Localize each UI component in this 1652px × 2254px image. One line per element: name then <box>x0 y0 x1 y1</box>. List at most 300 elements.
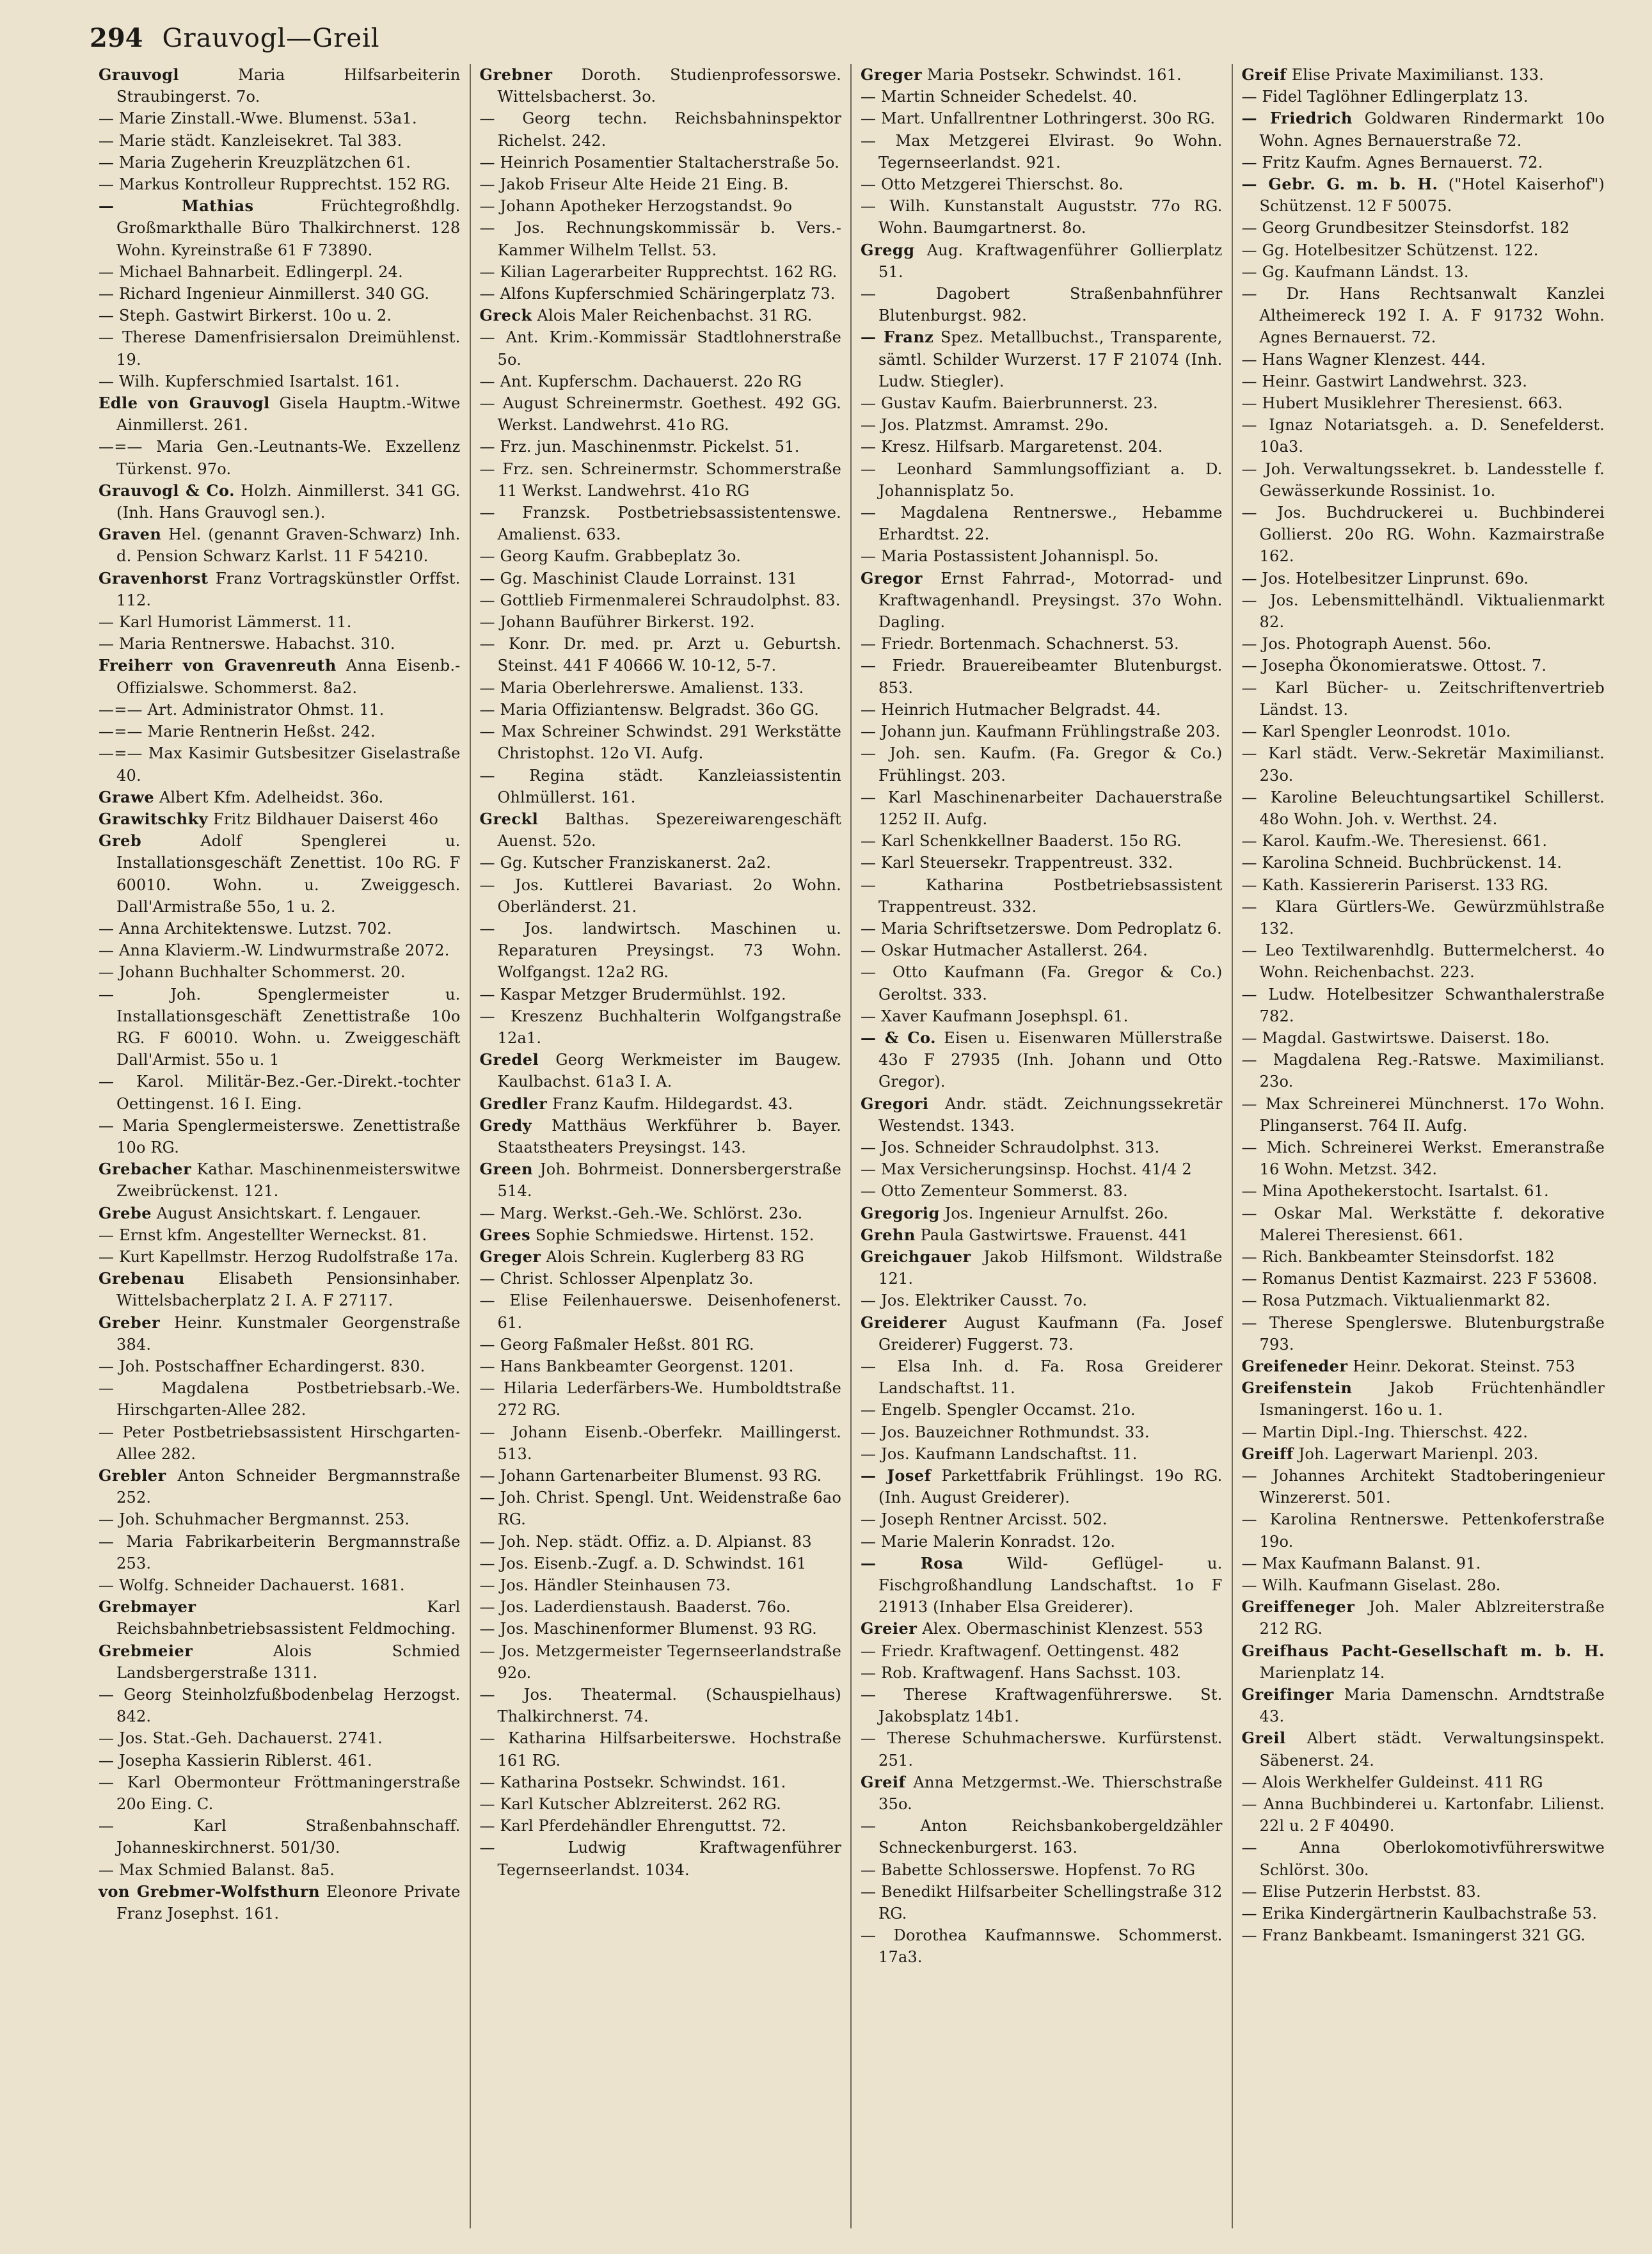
directory-entry <box>1242 1793 1605 1837</box>
entry-details: — Joh. Spenglermeister u. Installationsgeschäft Zenettistraße 10o RG. F 60010. Wohn. u. Zweiggeschäft Dall'Armist. 55o u. 1 <box>99 985 461 1069</box>
entry-details: — Wolfg. Schneider Dachauerst. 1681. <box>99 1576 405 1595</box>
entry-details: Alois Maler Reichenbachst. 31 RG. <box>532 307 813 325</box>
entry-surname: Greiff <box>1241 1444 1294 1463</box>
directory-entry <box>1242 1203 1605 1246</box>
directory-entry <box>1242 217 1605 239</box>
directory-entry <box>1242 874 1605 896</box>
entry-details: — Karl Steuersekr. Trappentreust. 332. <box>861 854 1173 872</box>
entry-details: —=— Maria Gen.-Leutnants-We. Exzellenz Türkenst. 97o. <box>99 438 461 478</box>
entry-details: — Martin Dipl.-Ing. Thierschst. 422. <box>1241 1423 1529 1441</box>
directory-entry <box>1242 1093 1605 1137</box>
entry-surname: — & Co. <box>861 1028 936 1047</box>
directory-entry <box>861 130 1223 173</box>
entry-details: Ernst Fahrrad-, Motorrad- und Kraftwagenhandl. Preysingst. 37o Wohn. Dagling. <box>878 569 1223 632</box>
entry-details: — Leo Textilwarenhdlg. Buttermelcherst. 4o Wohn. Reichenbachst. 223. <box>1241 941 1605 982</box>
directory-entry <box>99 436 461 479</box>
entry-details: Jakob Früchtenhändler Ismaningerst. 16o u. 1. <box>1259 1379 1605 1419</box>
entry-details: — Xaver Kaufmann Josephspl. 61. <box>861 1007 1129 1025</box>
directory-entry <box>1242 1465 1605 1508</box>
entry-details: — Gg. Hotelbesitzer Schützenst. 122. <box>1241 241 1539 259</box>
directory-entry <box>99 1859 461 1881</box>
directory-entry <box>99 1355 461 1377</box>
entry-details: — Marie Zinstall.-Wwe. Blumenst. 53a1. <box>99 109 417 128</box>
directory-entry <box>861 699 1223 721</box>
entry-details: — Jos. Lebensmittelhändl. Viktualienmarkt 82. <box>1241 591 1605 632</box>
entry-surname: Greifenstein <box>1241 1379 1353 1398</box>
entry-details: — Karl Straßenbahnschaff. Johanneskirchnerst. 501/30. <box>99 1817 461 1857</box>
entry-surname: Greckl <box>479 809 539 828</box>
entry-surname: Gregorig <box>861 1203 940 1222</box>
entry-details: — Georg Steinholzfußbodenbelag Herzogst. 842. <box>99 1686 461 1726</box>
entry-details: — Gottlieb Firmenmalerei Schraudolphst. 83. <box>479 591 841 609</box>
directory-entry <box>861 1355 1223 1399</box>
directory-entry <box>99 1377 461 1421</box>
entry-details: — Ludw. Hotelbesitzer Schwanthalerstraße 782. <box>1241 985 1605 1025</box>
directory-entry <box>99 261 461 283</box>
entry-surname: — Gebr. G. m. b. H. <box>1241 175 1438 194</box>
entry-details: — Rob. Kraftwagenf. Hans Sachsst. 103. <box>861 1663 1182 1682</box>
directory-entry <box>861 1137 1223 1158</box>
entry-details: — Maria Rentnerswe. Habachst. 310. <box>99 635 395 653</box>
entry-details: — Heinrich Posamentier Staltacherstraße 5o. <box>479 153 840 172</box>
entry-details: — Katharina Hilfsarbeiterswe. Hochstraße 161 RG. <box>479 1729 841 1770</box>
entry-details: — Ludwig Kraftwagenführer Tegernseerlandst. 1034. <box>479 1839 841 1879</box>
entry-details: — Michael Bahnarbeit. Edlingerpl. 24. <box>99 262 403 281</box>
entry-surname: Greil <box>1241 1729 1286 1748</box>
entry-details: — Maria Oberlehrerswe. Amalienst. 133. <box>479 678 804 697</box>
entry-surname: — Friedrich <box>1241 109 1353 128</box>
directory-entry <box>861 1312 1223 1355</box>
directory-entry <box>1242 1246 1605 1268</box>
entry-surname: von Grebmer-Wolfsthurn <box>99 1882 321 1901</box>
entry-surname: Greifinger <box>1241 1685 1334 1704</box>
entry-details: — Kaspar Metzger Brudermühlst. 192. <box>479 985 786 1003</box>
entry-details: — Therese Damenfrisiersalon Dreimühlenst. 19. <box>99 328 461 369</box>
entry-details: Eleonore Private Franz Josephst. 161. <box>116 1882 461 1923</box>
directory-entry <box>480 283 842 305</box>
directory-entry <box>1242 1903 1605 1924</box>
directory-entry <box>861 1224 1223 1246</box>
directory-entry <box>480 152 842 173</box>
directory-entry <box>861 458 1223 502</box>
directory-entry <box>861 173 1223 195</box>
directory-entry <box>480 984 842 1005</box>
entry-details: Doroth. Studienprofessorswe. Wittelsbacherst. 3o. <box>497 66 841 106</box>
directory-entry <box>861 1881 1223 1924</box>
entry-details: — Jos. Buchdruckerei u. Buchbinderei Gollierst. 20o RG. Wohn. Kazmairstraße 162. <box>1241 504 1605 566</box>
directory-entry <box>99 1815 461 1858</box>
directory-entry <box>861 918 1223 939</box>
directory-entry <box>480 1224 842 1246</box>
directory-entry <box>861 1662 1223 1684</box>
directory-entry <box>1242 502 1605 568</box>
directory-entry <box>861 1924 1223 1968</box>
entry-surname: Grebmeier <box>99 1641 193 1660</box>
directory-entry <box>480 1618 842 1640</box>
directory-entry <box>861 1815 1223 1858</box>
entry-details: Anna Eisenb.-Offizialswe. Schommerst. 8a2. <box>116 657 461 697</box>
entry-details: — Mich. Schreinerei Werkst. Emeranstraße 16 Wohn. Metzst. 342. <box>1241 1138 1605 1179</box>
directory-entry <box>480 1815 842 1837</box>
directory-entry <box>861 1421 1223 1443</box>
entry-details: — Jos. Händler Steinhausen 73. <box>479 1576 731 1595</box>
directory-entry <box>99 130 461 152</box>
entry-details: Hel. (genannt Graven-Schwarz) Inh. d. Pension Schwarz Karlst. 11 F 54210. <box>116 525 461 566</box>
entry-details: — Romanus Dentist Kazmairst. 223 F 53608. <box>1241 1270 1598 1288</box>
entry-details: — Joseph Rentner Arcisst. 502. <box>861 1510 1108 1529</box>
directory-entry <box>480 1049 842 1092</box>
directory-entry <box>99 152 461 173</box>
entry-surname: Greifeneder <box>1241 1356 1348 1375</box>
entry-surname: Grauvogl <box>99 65 179 84</box>
entry-details: — Katharina Postsekr. Schwindst. 161. <box>479 1773 786 1791</box>
entry-details: Jos. Ingenieur Arnulfst. 26o. <box>939 1204 1169 1222</box>
entry-surname: Greger <box>861 65 923 84</box>
directory-entry <box>480 633 842 676</box>
directory-entry <box>1242 1881 1605 1903</box>
directory-entry <box>480 1596 842 1618</box>
entry-surname: Grawe <box>99 787 155 806</box>
entry-surname: Grawitschky <box>99 809 209 828</box>
entry-details: — Erika Kindergärtnerin Kaulbachstraße 53. <box>1241 1905 1598 1923</box>
entry-details: — Mart. Unfallrentner Lothringerst. 30o RG. <box>861 109 1216 128</box>
directory-entry <box>1242 589 1605 633</box>
directory-entry <box>99 1684 461 1727</box>
entry-details: Joh. Bohrmeist. Donnersbergerstraße 514. <box>497 1160 841 1201</box>
entry-details: Albert Kfm. Adelheidst. 36o. <box>154 788 384 806</box>
entry-details: — Friedr. Kraftwagenf. Oettingenst. 482 <box>861 1642 1180 1660</box>
directory-entry <box>861 1443 1223 1465</box>
entry-details: — Alfons Kupferschmied Schäringerplatz 73. <box>479 285 836 303</box>
entry-details: — Jos. landwirtsch. Maschinen u. Reparaturen Preysingst. 73 Wohn. Wolfgangst. 12a2 RG. <box>479 919 841 982</box>
entry-details: — Karolina Schneid. Buchbrückenst. 14. <box>1241 854 1562 872</box>
directory-entry <box>1242 1443 1605 1465</box>
entry-details: — Maria Spenglermeisterswe. Zenettistraße 10o RG. <box>99 1116 461 1156</box>
entry-details: — Johann jun. Kaufmann Frühlingstraße 203. <box>861 723 1221 741</box>
directory-entry <box>1242 939 1605 983</box>
entry-details: — Maria Offiziantensw. Belgradst. 36o GG. <box>479 700 820 719</box>
entry-details: — Max Schreiner Schwindst. 291 Werkstätte Christophst. 12o VI. Aufg. <box>479 723 841 763</box>
directory-entry <box>861 1290 1223 1311</box>
directory-entry <box>861 64 1223 86</box>
entry-details: — Johann Bauführer Birkerst. 192. <box>479 613 755 632</box>
entry-details: Elise Private Maximilianst. 133. <box>1286 66 1545 84</box>
entry-details: — Gg. Maschinist Claude Lorrainst. 131 <box>479 569 797 587</box>
directory-entry <box>1242 1553 1605 1574</box>
directory-entry <box>861 502 1223 545</box>
entry-details: — Magdalena Rentnerswe., Hebamme Erhardtst. 22. <box>861 504 1223 544</box>
entry-details: Paula Gastwirtswe. Frauenst. 441 <box>915 1226 1189 1244</box>
directory-entry <box>861 742 1223 786</box>
entry-surname: Gredler <box>479 1094 548 1113</box>
directory-entry <box>99 1203 461 1224</box>
directory-entry <box>861 1465 1223 1508</box>
entry-details: — August Schreinermstr. Goethest. 492 GG. Werkst. Landwehrst. 41o RG. <box>479 394 841 435</box>
directory-entry <box>99 918 461 939</box>
entry-details: — Jos. Maschinenformer Blumenst. 93 RG. <box>479 1620 817 1638</box>
entry-details: — Dr. Hans Rechtsanwalt Kanzlei Altheimereck 192 I. A. F 91732 Wohn. Agnes Bernauerst. 72. <box>1241 285 1605 347</box>
directory-entry <box>1242 721 1605 742</box>
entry-details: — Joh. Christ. Spengl. Unt. Weidenstraße 6ao RG. <box>479 1489 841 1529</box>
entry-details: — Gustav Kaufm. Baierbrunnerst. 23. <box>861 394 1158 413</box>
entry-details: — Oskar Hutmacher Astallerst. 264. <box>861 941 1148 960</box>
entry-details: Früchtegroßhdlg. Großmarkthalle Büro Thalkirchnerst. 128 Wohn. Kyreinstraße 61 F 73890. <box>116 197 461 259</box>
entry-details: —=— Max Kasimir Gutsbesitzer Giselastraße 40. <box>99 744 461 785</box>
entry-details: — Wilh. Kaufmann Giselast. 28o. <box>1241 1576 1501 1595</box>
entry-details: Georg Werkmeister im Baugew. Kaulbachst. 61a3 I. A. <box>497 1051 841 1091</box>
entry-surname: Greck <box>479 306 532 325</box>
entry-details: Karl Reichsbahnbetriebsassistent Feldmoching. <box>116 1598 461 1638</box>
entry-details: — Steph. Gastwirt Birkerst. 10o u. 2. <box>99 307 392 325</box>
directory-entry <box>861 1618 1223 1640</box>
entry-details: Marienplatz 14. <box>1259 1663 1385 1682</box>
entry-details: — Friedr. Brauereibeamter Blutenburgst. 853. <box>861 657 1223 697</box>
entry-details: — Joh. Schuhmacher Bergmannst. 253. <box>99 1510 410 1529</box>
directory-entry <box>99 742 461 786</box>
entry-surname: Graven <box>99 525 162 544</box>
entry-details: — Johannes Architekt Stadtoberingenieur Winzererst. 501. <box>1241 1467 1605 1507</box>
directory-entry <box>480 677 842 699</box>
directory-entry <box>1242 64 1605 86</box>
directory-entry <box>1242 371 1605 392</box>
directory-entry <box>1242 1771 1605 1793</box>
entry-surname: Grauvogl & Co. <box>99 481 235 500</box>
directory-entry <box>861 1553 1223 1619</box>
entry-details: — Anna Buchbinderei u. Kartonfabr. Lilienst. 22l u. 2 F 40490. <box>1241 1795 1605 1835</box>
directory-entry <box>861 1399 1223 1421</box>
directory-entry <box>861 195 1223 239</box>
entry-details: — Markus Kontrolleur Rupprechtst. 152 RG. <box>99 175 451 194</box>
entry-details: — Jos. Hotelbesitzer Linprunst. 69o. <box>1241 569 1529 587</box>
entry-surname: — Mathias <box>99 196 254 216</box>
directory-entry <box>1242 568 1605 589</box>
directory-entry <box>480 371 842 392</box>
entry-details: August Kaufmann (Fa. Josef Greiderer) Fuggerst. 73. <box>878 1313 1223 1354</box>
entry-details: — Anna Oberlokomotivführerswitwe Schlörst. 30o. <box>1241 1839 1605 1879</box>
entry-surname: Greiderer <box>861 1313 947 1332</box>
page-range-heading: Grauvogl—Greil <box>162 24 380 53</box>
entry-details: — Joh. Postschaffner Echardingerst. 830. <box>99 1357 425 1375</box>
directory-entry <box>480 1487 842 1530</box>
entry-surname: Edle von Grauvogl <box>99 394 270 413</box>
directory-entry <box>99 1465 461 1508</box>
directory-entry <box>861 86 1223 108</box>
entry-surname: Gredy <box>479 1115 532 1135</box>
directory-column-4 <box>1233 64 1614 2228</box>
entry-surname: Gregor <box>861 568 923 587</box>
entry-surname: Grebmayer <box>99 1597 196 1617</box>
directory-entry <box>99 1574 461 1596</box>
entry-details: — Hubert Musiklehrer Theresienst. 663. <box>1241 394 1563 413</box>
directory-entry <box>1242 1312 1605 1355</box>
entry-details: — Jos. Elektriker Causst. 7o. <box>861 1291 1088 1310</box>
directory-entry <box>99 1158 461 1202</box>
entry-details: — Konr. Dr. med. pr. Arzt u. Geburtsh. Steinst. 441 F 40666 W. 10-12, 5-7. <box>479 635 841 675</box>
directory-entry <box>480 699 842 721</box>
directory-entry <box>99 173 461 195</box>
directory-entry <box>861 721 1223 742</box>
entry-details: — Jos. Kuttlerei Bavariast. 2o Wohn. Oberländerst. 21. <box>479 875 841 916</box>
entry-details: — Hilaria Lederfärbers-We. Humboldtstraße 272 RG. <box>479 1379 841 1419</box>
directory-entry <box>99 568 461 611</box>
entry-surname: Grebe <box>99 1203 152 1222</box>
entry-details: Aug. Kraftwagenführer Gollierplatz 51. <box>878 241 1223 281</box>
page-header <box>90 23 1607 64</box>
entry-details: — Mina Apothekerstocht. Isartalst. 61. <box>1241 1182 1549 1201</box>
entry-surname: Greiffeneger <box>1241 1597 1355 1617</box>
directory-entry <box>1242 152 1605 173</box>
entry-details: — Jos. Kaufmann Landschaftst. 11. <box>861 1444 1138 1463</box>
directory-entry <box>861 239 1223 283</box>
directory-entry <box>480 436 842 458</box>
entry-details: — Dagobert Straßenbahnführer Blutenburgst. 982. <box>861 285 1223 325</box>
directory-entry <box>99 371 461 392</box>
entry-details: — Otto Metzgerei Thierschst. 8o. <box>861 175 1124 194</box>
entry-details: — Therese Kraftwagenführerswe. St. Jakobsplatz 14b1. <box>861 1686 1223 1726</box>
entry-details: —=— Art. Administrator Ohmst. 11. <box>99 700 385 719</box>
directory-entry <box>99 721 461 742</box>
directory-entry <box>1242 1049 1605 1092</box>
entry-details: — Ernst kfm. Angestellter Werneckst. 81. <box>99 1226 427 1244</box>
entry-details: — Karl Bücher- u. Zeitschriftenvertrieb Ländst. 13. <box>1241 678 1605 719</box>
entry-details: Spez. Metallbuchst., Transparente, sämtl. Schilder Wurzerst. 17 F 21074 (Inh. Ludw. Stiegler). <box>878 328 1223 390</box>
directory-entry <box>99 108 461 129</box>
entry-details: — Karl städt. Verw.-Sekretär Maximilianst. 23o. <box>1241 744 1605 785</box>
directory-entry <box>99 1750 461 1771</box>
directory-entry <box>480 568 842 589</box>
directory-entry <box>99 283 461 305</box>
entry-details: — Johann Gartenarbeiter Blumenst. 93 RG. <box>479 1467 822 1485</box>
directory-entry <box>861 1005 1223 1027</box>
entry-details: — Regina städt. Kanzleiassistentin Ohlmüllerst. 161. <box>479 766 841 806</box>
entry-surname: Greichgauer <box>861 1247 971 1266</box>
directory-entry <box>1242 633 1605 655</box>
entry-surname: Greif <box>861 1772 906 1791</box>
entry-details: Franz Kaufm. Hildegardst. 43. <box>547 1094 793 1113</box>
directory-entry <box>1242 1421 1605 1443</box>
entry-surname: — Josef <box>861 1466 932 1485</box>
directory-entry <box>480 1727 842 1771</box>
entry-details: — Karl Kutscher Ablzreiterst. 262 RG. <box>479 1795 781 1814</box>
entry-details: — Karol. Militär-Bez.-Ger.-Direkt.-tochter Oettingenst. 16 I. Eing. <box>99 1073 461 1113</box>
directory-entry <box>480 64 842 108</box>
entry-details: Anton Schneider Bergmannstraße 252. <box>116 1467 461 1507</box>
directory-entry <box>1242 1640 1605 1684</box>
directory-entry <box>99 1596 461 1640</box>
entry-details: Maria Hilfsarbeiterin Straubingerst. 7o. <box>116 66 461 106</box>
entry-details: — Benedikt Hilfsarbeiter Schellingstraße 312 RG. <box>861 1882 1223 1923</box>
entry-details: — Jos. Eisenb.-Zugf. a. D. Schwindst. 161 <box>479 1554 807 1572</box>
entry-details: — Jos. Laderdienstaush. Baaderst. 76o. <box>479 1598 791 1617</box>
entry-details: — Ignaz Notariatsgeh. a. D. Senefelderst. 10a3. <box>1241 416 1605 456</box>
directory-entry <box>1242 392 1605 414</box>
entry-details: — Jos. Bauzeichner Rothmundst. 33. <box>861 1423 1150 1441</box>
entry-surname: Grees <box>479 1225 531 1244</box>
directory-entry <box>861 787 1223 830</box>
entry-details: — Georg Kaufm. Grabbeplatz 3o. <box>479 547 742 566</box>
entry-details: — Maria Postassistent Johannispl. 5o. <box>861 547 1159 566</box>
entry-details: — Max Schmied Balanst. 8a5. <box>99 1860 335 1879</box>
directory-entry <box>480 545 842 567</box>
directory-entry <box>480 1093 842 1115</box>
directory-columns <box>90 64 1614 2228</box>
directory-entry <box>1242 852 1605 874</box>
entry-details: — Rich. Bankbeamter Steinsdorfst. 182 <box>1241 1247 1555 1266</box>
entry-details: — Katharina Postbetriebsassistent Trappentreust. 332. <box>861 875 1223 916</box>
entry-details: — Georg Faßmaler Heßst. 801 RG. <box>479 1335 754 1354</box>
directory-entry <box>1242 86 1605 108</box>
entry-details: — Franz Bankbeamt. Ismaningerst 321 GG. <box>1241 1926 1586 1945</box>
entry-details: Albert städt. Verwaltungsinspekt. Säbenerst. 24. <box>1259 1729 1605 1770</box>
entry-details: Parkettfabrik Frühlingst. 19o RG. (Inh. August Greiderer). <box>878 1467 1223 1507</box>
directory-entry <box>861 1859 1223 1881</box>
directory-entry <box>861 1246 1223 1290</box>
directory-entry <box>1242 1027 1605 1049</box>
directory-entry <box>1242 655 1605 676</box>
entry-details: — Maria Fabrikarbeiterin Bergmannstraße 253. <box>99 1532 461 1572</box>
directory-entry <box>99 699 461 721</box>
entry-details: — Gg. Kaufmann Ländst. 13. <box>1241 262 1469 281</box>
entry-details: — Therese Spenglerswe. Blutenburgstraße 793. <box>1241 1313 1605 1354</box>
entry-surname: Freiherr von Gravenreuth <box>99 656 337 675</box>
entry-details: Fritz Bildhauer Daiserst 46o <box>208 810 439 828</box>
directory-entry <box>480 808 842 852</box>
entry-details: — Johann Apotheker Herzogstandst. 9o <box>479 197 793 216</box>
entry-surname: Grebacher <box>99 1160 192 1179</box>
directory-entry <box>480 1334 842 1355</box>
directory-entry <box>99 1071 461 1114</box>
entry-details: — Oskar Mal. Werkstätte f. dekorative Malerei Theresienst. 661. <box>1241 1204 1605 1244</box>
directory-entry <box>480 918 842 984</box>
directory-entry <box>480 1203 842 1224</box>
entry-details: — Maria Schriftsetzerswe. Dom Pedroplatz 6. <box>861 919 1222 938</box>
directory-entry <box>861 655 1223 698</box>
directory-entry <box>1242 984 1605 1027</box>
directory-entry <box>861 436 1223 458</box>
entry-details: — Wilh. Kupferschmied Isartalst. 161. <box>99 372 400 390</box>
entry-details: — Kresz. Hilfsarb. Margaretenst. 204. <box>861 438 1163 456</box>
entry-details: — Babette Schlosserswe. Hopfenst. 7o RG <box>861 1860 1196 1879</box>
entry-details: — Christ. Schlosser Alpenplatz 3o. <box>479 1270 754 1288</box>
entry-details: — Jos. Photograph Auenst. 56o. <box>1241 635 1492 653</box>
entry-details: — Dorothea Kaufmannswe. Schommerst. 17a3. <box>861 1926 1223 1967</box>
entry-details: Kathar. Maschinenmeisterswitwe Zweibrückenst. 121. <box>116 1160 461 1201</box>
directory-column-1 <box>90 64 471 2228</box>
entry-details: Jakob Hilfsmont. Wildstraße 121. <box>878 1247 1223 1288</box>
directory-entry <box>861 545 1223 567</box>
directory-entry <box>480 1246 842 1268</box>
entry-details: Andr. städt. Zeichnungssekretär Westendst. 1343. <box>878 1094 1223 1135</box>
entry-details: — Leonhard Sammlungsoffiziant a. D. Johannisplatz 5o. <box>861 460 1223 500</box>
entry-details: — Alois Werkhelfer Guldeinst. 411 RG <box>1241 1773 1543 1791</box>
entry-details: — Karl Spengler Leonrodst. 101o. <box>1241 723 1511 741</box>
entry-details: — Friedr. Bortenmach. Schachnerst. 53. <box>861 635 1179 653</box>
directory-entry <box>1242 1180 1605 1202</box>
entry-details: ("Hotel Kaiserhof") Schützenst. 12 F 50075. <box>1259 175 1605 216</box>
directory-entry <box>99 524 461 567</box>
directory-entry <box>861 1531 1223 1553</box>
directory-entry <box>1242 742 1605 786</box>
directory-entry <box>861 108 1223 129</box>
entry-details: — Engelb. Spengler Occamst. 21o. <box>861 1401 1136 1419</box>
directory-entry <box>1242 283 1605 349</box>
directory-entry <box>480 305 842 326</box>
entry-details: — Johann Eisenb.-Oberfekr. Maillingerst. 513. <box>479 1423 841 1463</box>
entry-surname: — Rosa <box>861 1553 964 1572</box>
entry-details: — Marie städt. Kanzleisekret. Tal 383. <box>99 131 402 150</box>
directory-entry <box>480 1268 842 1290</box>
entry-details: — Jakob Friseur Alte Heide 21 Eing. B. <box>479 175 789 194</box>
